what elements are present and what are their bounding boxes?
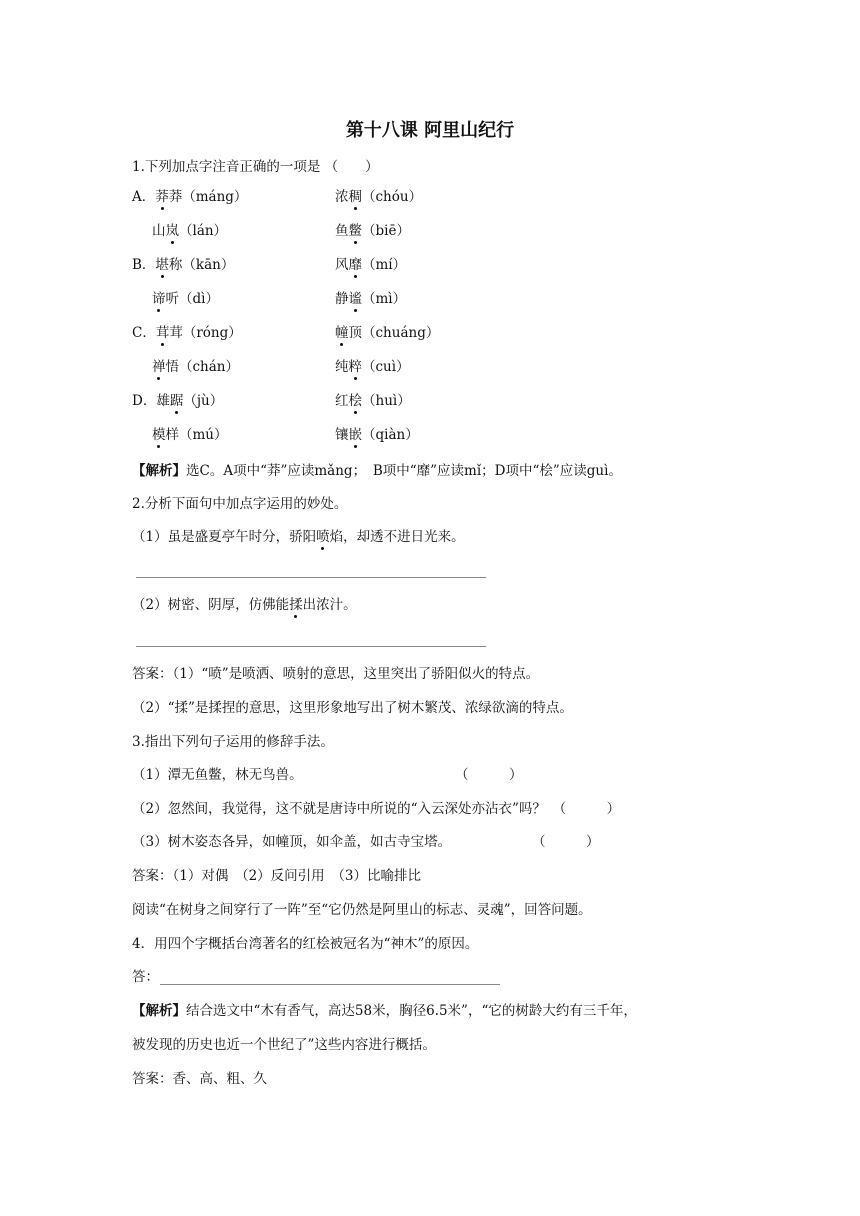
option-text: （jù） bbox=[183, 393, 224, 409]
dotted-char: 靡 bbox=[348, 257, 362, 273]
dotted-char: 粹 bbox=[348, 359, 362, 375]
question-2-stem: 2.分析下面句中加点字运用的妙处。 bbox=[132, 496, 348, 512]
dotted-char: 幢 bbox=[335, 325, 349, 341]
answer-blank-line[interactable] bbox=[160, 984, 500, 985]
option-c-row-1 bbox=[132, 323, 242, 343]
question-3-sentence-2: （2）忽然间，我觉得，这不就是唐诗中所说的“入云深处亦沾衣”吗？ （ ） bbox=[132, 801, 621, 817]
dotted-char: 禅 bbox=[152, 359, 166, 375]
analysis-text: 结合选文中“木有香气，高达58米，胸径6.5米”，“它的树龄大约有三千年， bbox=[186, 1003, 637, 1019]
question-3-stem: 3.指出下列句子运用的修辞手法。 bbox=[132, 734, 334, 750]
option-c-col2-row-1 bbox=[335, 323, 439, 343]
answer-parentheses[interactable]: （ ） bbox=[532, 834, 600, 850]
option-text: 莽（máng） bbox=[168, 189, 248, 205]
option-text: 纯 bbox=[335, 359, 349, 375]
option-d-row-2 bbox=[152, 425, 228, 445]
option-text: （huì） bbox=[362, 393, 411, 409]
question-1-stem: 1.下列加点字注音正确的一项是 （ ） bbox=[132, 159, 379, 175]
question-4-analysis-line-1 bbox=[132, 1001, 637, 1021]
option-d-label: D． bbox=[132, 393, 157, 409]
dotted-char: 模 bbox=[152, 427, 166, 443]
answer-blank-line[interactable] bbox=[136, 646, 486, 647]
dotted-char: 嵌 bbox=[348, 427, 362, 443]
option-text: 山 bbox=[152, 223, 166, 239]
option-b-col2-row-1 bbox=[335, 255, 406, 275]
option-text: （mí） bbox=[362, 257, 407, 273]
dotted-char: 堪 bbox=[155, 257, 169, 273]
option-b-row-2 bbox=[152, 289, 219, 309]
option-text: （biē） bbox=[362, 223, 410, 239]
sentence-text: 出浓汁。 bbox=[302, 597, 357, 613]
option-a-row-2 bbox=[152, 221, 227, 241]
dotted-char: 鳖 bbox=[348, 223, 362, 239]
option-c-label: C． bbox=[132, 325, 156, 341]
page-title: 第十八课 阿里山纪行 bbox=[345, 120, 515, 141]
option-c-col2-row-2 bbox=[335, 357, 410, 377]
option-text: 茸（róng） bbox=[169, 325, 242, 341]
question-4-stem: 4．用四个字概括台湾著名的红桧被冠名为“神木”的原因。 bbox=[132, 936, 479, 952]
option-a-label: A． bbox=[132, 189, 156, 205]
reading-instruction: 阅读“在树身之间穿行了一阵”至“它仍然是阿里山的标志、灵魂”，回答问题。 bbox=[132, 902, 592, 918]
question-2-sentence-2 bbox=[132, 595, 357, 615]
dotted-char: 谛 bbox=[152, 291, 166, 307]
dotted-char: 莽 bbox=[155, 189, 169, 205]
option-b-label: B． bbox=[132, 257, 156, 273]
dotted-char: 稠 bbox=[348, 189, 362, 205]
option-text: 听（dì） bbox=[165, 291, 219, 307]
option-text: （chóu） bbox=[362, 189, 423, 205]
analysis-tag: 【解析】 bbox=[132, 1003, 186, 1019]
option-a-col2-row-1 bbox=[335, 187, 422, 207]
analysis-text: 选C。A项中“莽”应读mǎng； B项中“靡”应读mǐ；D项中“桧”应读guì。 bbox=[186, 463, 622, 479]
option-d-row-1 bbox=[132, 391, 223, 411]
question-3-answer: 答案：（1）对偶 （2）反问引用 （3）比喻排比 bbox=[132, 868, 422, 884]
option-d-col2-row-2 bbox=[335, 425, 419, 445]
analysis-tag: 【解析】 bbox=[132, 463, 186, 479]
option-text: 称（kān） bbox=[168, 257, 235, 273]
dotted-char: 喷 bbox=[316, 529, 330, 545]
option-text: （qiàn） bbox=[362, 427, 419, 443]
answer-parentheses[interactable]: （ ） bbox=[455, 767, 523, 783]
option-a-row-1 bbox=[132, 187, 247, 207]
option-text: 风 bbox=[335, 257, 349, 273]
option-text: （cuì） bbox=[362, 359, 410, 375]
dotted-char: 岚 bbox=[165, 223, 179, 239]
option-text: 红 bbox=[335, 393, 349, 409]
question-3-sentence-1: （1）潭无鱼鳖，林无鸟兽。 bbox=[132, 767, 303, 783]
option-text: （mì） bbox=[362, 291, 407, 307]
question-2-answer-1: 答案：（1）“喷”是喷洒、喷射的意思，这里突出了骄阳似火的特点。 bbox=[132, 666, 540, 682]
option-c-row-2 bbox=[152, 357, 239, 377]
dotted-char: 谧 bbox=[348, 291, 362, 307]
question-4-answer-label: 答： bbox=[132, 969, 159, 985]
option-text: 静 bbox=[335, 291, 349, 307]
option-text: 雄 bbox=[156, 393, 170, 409]
option-text: 悟（chán） bbox=[165, 359, 239, 375]
question-4-answer: 答案：香、高、粗、久 bbox=[132, 1071, 267, 1087]
sentence-text: （1）虽是盛夏亭午时分，骄阳 bbox=[132, 529, 317, 545]
dotted-char: 揉 bbox=[289, 597, 303, 613]
dotted-char: 踞 bbox=[169, 393, 184, 409]
question-2-answer-2: （2）“揉”是揉捏的意思，这里形象地写出了树木繁茂、浓绿欲滴的特点。 bbox=[132, 700, 573, 716]
dotted-char: 桧 bbox=[348, 393, 362, 409]
sentence-text: （2）树密、阴厚，仿佛能 bbox=[132, 597, 290, 613]
option-text: 样（mú） bbox=[165, 427, 228, 443]
option-text: （lán） bbox=[179, 223, 228, 239]
option-a-col2-row-2 bbox=[335, 221, 410, 241]
option-b-row-1 bbox=[132, 255, 234, 275]
option-d-col2-row-1 bbox=[335, 391, 411, 411]
question-1-analysis bbox=[132, 461, 622, 481]
question-2-sentence-1 bbox=[132, 527, 465, 547]
question-4-analysis-line-2: 被发现的历史也近一个世纪了”这些内容进行概括。 bbox=[132, 1037, 436, 1053]
dotted-char: 茸 bbox=[155, 325, 170, 341]
option-text: 鱼 bbox=[335, 223, 349, 239]
option-text: 顶（chuáng） bbox=[348, 325, 440, 341]
option-text: 浓 bbox=[335, 189, 349, 205]
question-3-sentence-3: （3）树木姿态各异，如幢顶，如伞盖，如古寺宝塔。 bbox=[132, 834, 452, 850]
answer-blank-line[interactable] bbox=[136, 577, 486, 578]
option-text: 镶 bbox=[335, 427, 349, 443]
option-b-col2-row-2 bbox=[335, 289, 406, 309]
sentence-text: 焰，却透不进日光来。 bbox=[329, 529, 465, 545]
